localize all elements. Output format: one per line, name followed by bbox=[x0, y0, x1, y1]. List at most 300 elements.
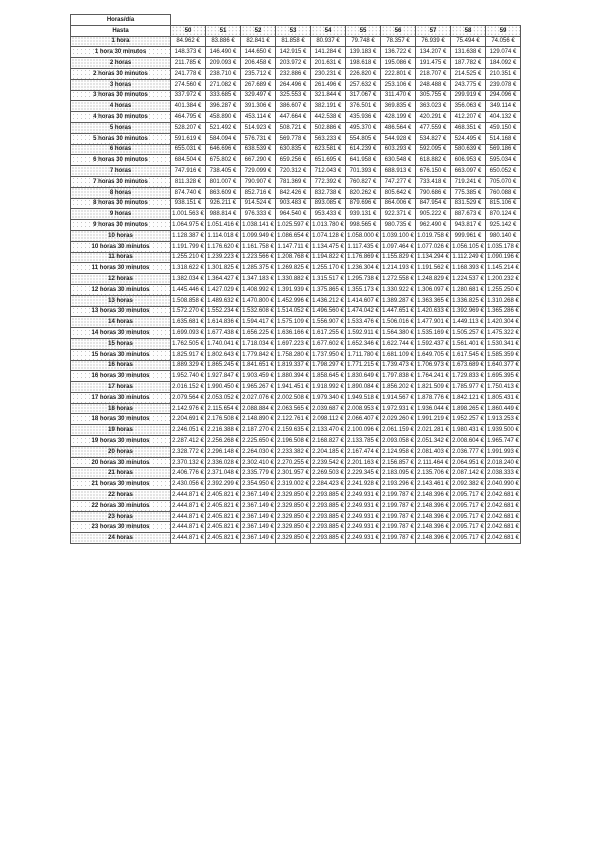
value-cell: 863.609 € bbox=[206, 187, 241, 198]
value-cell: 1.452.996 € bbox=[276, 295, 311, 306]
value-cell: 641.958 € bbox=[346, 155, 381, 166]
value-cell: 1.918.992 € bbox=[311, 382, 346, 393]
rates-table bbox=[70, 14, 521, 544]
value-cell: 584.094 € bbox=[206, 133, 241, 144]
table-row bbox=[71, 284, 521, 295]
value-cell: 1.038.141 € bbox=[241, 220, 276, 231]
row-label: 12 horas bbox=[71, 274, 171, 285]
value-cell: 712.043 € bbox=[311, 166, 346, 177]
value-cell: 420.291 € bbox=[416, 112, 451, 123]
table-row bbox=[71, 371, 521, 382]
table-row bbox=[71, 166, 521, 177]
value-cell: 2.079.564 € bbox=[171, 392, 206, 403]
value-cell: 1.980.431 € bbox=[451, 425, 486, 436]
value-cell: 2.061.159 € bbox=[381, 425, 416, 436]
value-cell: 805.642 € bbox=[381, 187, 416, 198]
value-cell: 2.081.403 € bbox=[416, 446, 451, 457]
value-cell: 2.092.382 € bbox=[451, 479, 486, 490]
value-cell: 84.962 € bbox=[171, 36, 206, 47]
value-cell: 2.027.076 € bbox=[241, 392, 276, 403]
value-cell: 1.927.847 € bbox=[206, 371, 241, 382]
value-cell: 2.405.821 € bbox=[206, 490, 241, 501]
value-cell: 1.330.922 € bbox=[381, 284, 416, 295]
value-cell: 502.886 € bbox=[311, 122, 346, 133]
value-cell: 1.200.232 € bbox=[486, 274, 521, 285]
value-cell: 2.111.464 € bbox=[416, 457, 451, 468]
value-cell: 1.330.882 € bbox=[276, 274, 311, 285]
value-cell: 447.664 € bbox=[276, 112, 311, 123]
table-row bbox=[71, 533, 521, 544]
value-cell: 2.036.777 € bbox=[451, 446, 486, 457]
value-cell: 1.269.825 € bbox=[276, 263, 311, 274]
value-cell: 209.093 € bbox=[206, 58, 241, 69]
value-cell: 2.269.503 € bbox=[311, 468, 346, 479]
value-cell: 684.504 € bbox=[171, 155, 206, 166]
value-cell: 1.025.597 € bbox=[276, 220, 311, 231]
value-cell: 815.106 € bbox=[486, 198, 521, 209]
value-cell: 1.214.193 € bbox=[381, 263, 416, 274]
value-cell: 2.293.885 € bbox=[311, 490, 346, 501]
value-cell: 1.255.210 € bbox=[171, 252, 206, 263]
value-cell: 81.858 € bbox=[276, 36, 311, 47]
value-cell: 2.406.776 € bbox=[171, 468, 206, 479]
value-cell: 1.445.446 € bbox=[171, 284, 206, 295]
value-cell: 2.405.821 € bbox=[206, 533, 241, 544]
value-cell: 369.835 € bbox=[381, 101, 416, 112]
value-cell: 1.914.567 € bbox=[381, 392, 416, 403]
value-cell: 606.953 € bbox=[451, 155, 486, 166]
value-cell: 2.095.717 € bbox=[451, 511, 486, 522]
value-cell: 2.367.149 € bbox=[241, 490, 276, 501]
value-cell: 1.336.825 € bbox=[451, 295, 486, 306]
value-cell: 1.447.651 € bbox=[381, 306, 416, 317]
table-body bbox=[71, 36, 521, 543]
row-label: 16 horas 30 minutos bbox=[71, 371, 171, 382]
table-row bbox=[71, 144, 521, 155]
value-cell: 2.430.056 € bbox=[171, 479, 206, 490]
value-cell: 2.329.850 € bbox=[276, 533, 311, 544]
value-cell: 305.755 € bbox=[416, 90, 451, 101]
value-cell: 801.007 € bbox=[206, 176, 241, 187]
value-cell: 2.156.857 € bbox=[381, 457, 416, 468]
value-cell: 534.827 € bbox=[416, 133, 451, 144]
value-cell: 595.034 € bbox=[486, 155, 521, 166]
value-cell: 311.470 € bbox=[381, 90, 416, 101]
table-row bbox=[71, 263, 521, 274]
value-cell: 1.825.917 € bbox=[171, 349, 206, 360]
value-cell: 2.329.850 € bbox=[276, 522, 311, 533]
value-cell: 1.147.711 € bbox=[276, 241, 311, 252]
value-cell: 1.865.245 € bbox=[206, 360, 241, 371]
value-cell: 2.042.681 € bbox=[486, 500, 521, 511]
value-cell: 1.436.212 € bbox=[311, 295, 346, 306]
value-cell: 719.241 € bbox=[451, 176, 486, 187]
value-cell: 1.711.780 € bbox=[346, 349, 381, 360]
value-cell: 603.293 € bbox=[381, 144, 416, 155]
value-cell: 458.890 € bbox=[206, 112, 241, 123]
value-cell: 591.619 € bbox=[171, 133, 206, 144]
value-cell: 201.631 € bbox=[311, 58, 346, 69]
value-cell: 83.886 € bbox=[206, 36, 241, 47]
row-label: 2 horas 30 minutos bbox=[71, 68, 171, 79]
value-cell: 2.329.850 € bbox=[276, 500, 311, 511]
value-cell: 2.199.787 € bbox=[381, 533, 416, 544]
value-cell: 1.635.681 € bbox=[171, 317, 206, 328]
value-cell: 790.907 € bbox=[241, 176, 276, 187]
value-cell: 1.427.029 € bbox=[206, 284, 241, 295]
value-cell: 232.886 € bbox=[276, 68, 311, 79]
row-label: 11 horas bbox=[71, 252, 171, 263]
value-cell: 230.231 € bbox=[311, 68, 346, 79]
value-cell: 2.199.787 € bbox=[381, 500, 416, 511]
value-cell: 453.114 € bbox=[241, 112, 276, 123]
value-cell: 2.367.149 € bbox=[241, 511, 276, 522]
value-cell: 2.016.152 € bbox=[171, 382, 206, 393]
value-cell: 2.051.342 € bbox=[416, 436, 451, 447]
value-cell: 1.295.738 € bbox=[346, 274, 381, 285]
value-cell: 203.972 € bbox=[276, 58, 311, 69]
row-label: 23 horas bbox=[71, 511, 171, 522]
value-cell: 999.961 € bbox=[451, 230, 486, 241]
column-header-50: 50 bbox=[171, 25, 206, 36]
row-label: 1 hora 30 minutos bbox=[71, 47, 171, 58]
value-cell: 1.532.608 € bbox=[241, 306, 276, 317]
value-cell: 760.088 € bbox=[486, 187, 521, 198]
value-cell: 2.405.821 € bbox=[206, 500, 241, 511]
value-cell: 2.093.058 € bbox=[381, 436, 416, 447]
value-cell: 2.199.787 € bbox=[381, 522, 416, 533]
value-cell: 2.405.821 € bbox=[206, 511, 241, 522]
value-cell: 294.096 € bbox=[486, 90, 521, 101]
value-cell: 1.530.341 € bbox=[486, 338, 521, 349]
value-cell: 459.150 € bbox=[486, 122, 521, 133]
row-label: 22 horas 30 minutos bbox=[71, 500, 171, 511]
value-cell: 569.186 € bbox=[486, 144, 521, 155]
value-cell: 747.277 € bbox=[381, 176, 416, 187]
value-cell: 146.490 € bbox=[206, 47, 241, 58]
value-cell: 412.207 € bbox=[451, 112, 486, 123]
value-cell: 667.290 € bbox=[241, 155, 276, 166]
value-cell: 1.191.799 € bbox=[171, 241, 206, 252]
value-cell: 998.565 € bbox=[346, 220, 381, 231]
value-cell: 1.889.329 € bbox=[171, 360, 206, 371]
value-cell: 139.183 € bbox=[346, 47, 381, 58]
value-cell: 241.778 € bbox=[171, 68, 206, 79]
table-row bbox=[71, 241, 521, 252]
value-cell: 2.284.423 € bbox=[311, 479, 346, 490]
table-row bbox=[71, 382, 521, 393]
header-spacer bbox=[171, 15, 521, 26]
value-cell: 1.673.689 € bbox=[451, 360, 486, 371]
value-cell: 521.492 € bbox=[206, 122, 241, 133]
value-cell: 659.256 € bbox=[276, 155, 311, 166]
row-label: 21 horas 30 minutos bbox=[71, 479, 171, 490]
value-cell: 1.617.545 € bbox=[451, 349, 486, 360]
row-label: 15 horas bbox=[71, 338, 171, 349]
value-cell: 1.191.562 € bbox=[416, 263, 451, 274]
value-cell: 1.936.044 € bbox=[416, 403, 451, 414]
value-cell: 1.306.097 € bbox=[416, 284, 451, 295]
value-cell: 337.972 € bbox=[171, 90, 206, 101]
value-cell: 1.176.869 € bbox=[346, 252, 381, 263]
row-label: 4 horas 30 minutos bbox=[71, 112, 171, 123]
value-cell: 1.878.776 € bbox=[416, 392, 451, 403]
value-cell: 980.140 € bbox=[486, 230, 521, 241]
value-cell: 614.239 € bbox=[346, 144, 381, 155]
value-cell: 2.302.410 € bbox=[241, 457, 276, 468]
value-cell: 211.785 € bbox=[171, 58, 206, 69]
value-cell: 2.335.779 € bbox=[241, 468, 276, 479]
table-row bbox=[71, 101, 521, 112]
value-cell: 2.249.931 € bbox=[346, 522, 381, 533]
value-cell: 1.856.202 € bbox=[381, 382, 416, 393]
value-cell: 2.095.717 € bbox=[451, 522, 486, 533]
table-row bbox=[71, 112, 521, 123]
table-row bbox=[71, 306, 521, 317]
value-cell: 2.088.884 € bbox=[241, 403, 276, 414]
value-cell: 401.384 € bbox=[171, 101, 206, 112]
value-cell: 486.564 € bbox=[381, 122, 416, 133]
value-cell: 1.117.435 € bbox=[346, 241, 381, 252]
value-cell: 847.954 € bbox=[416, 198, 451, 209]
value-cell: 569.778 € bbox=[276, 133, 311, 144]
value-cell: 187.782 € bbox=[451, 58, 486, 69]
value-cell: 943.817 € bbox=[451, 220, 486, 231]
value-cell: 1.779.842 € bbox=[241, 349, 276, 360]
value-cell: 82.841 € bbox=[241, 36, 276, 47]
value-cell: 1.255.170 € bbox=[311, 263, 346, 274]
value-cell: 1.508.858 € bbox=[171, 295, 206, 306]
value-cell: 2.444.871 € bbox=[171, 511, 206, 522]
value-cell: 2.239.542 € bbox=[311, 457, 346, 468]
row-label: 13 horas 30 minutos bbox=[71, 306, 171, 317]
value-cell: 2.204.185 € bbox=[311, 446, 346, 457]
value-cell: 832.738 € bbox=[311, 187, 346, 198]
value-cell: 1.797.838 € bbox=[381, 371, 416, 382]
value-cell: 887.673 € bbox=[451, 209, 486, 220]
value-cell: 964.540 € bbox=[276, 209, 311, 220]
value-cell: 2.095.717 € bbox=[451, 490, 486, 501]
row-label: 6 horas bbox=[71, 144, 171, 155]
value-cell: 1.739.473 € bbox=[381, 360, 416, 371]
value-cell: 2.095.717 € bbox=[451, 533, 486, 544]
value-cell: 253.106 € bbox=[381, 79, 416, 90]
value-cell: 1.842.121 € bbox=[451, 392, 486, 403]
value-cell: 2.008.604 € bbox=[451, 436, 486, 447]
value-cell: 1.112.249 € bbox=[451, 252, 486, 263]
value-cell: 831.529 € bbox=[451, 198, 486, 209]
value-cell: 2.142.976 € bbox=[171, 403, 206, 414]
row-label: 6 horas 30 minutos bbox=[71, 155, 171, 166]
value-cell: 2.133.785 € bbox=[346, 436, 381, 447]
row-label: 12 horas 30 minutos bbox=[71, 284, 171, 295]
value-cell: 1.677.438 € bbox=[206, 328, 241, 339]
row-label: 8 horas 30 minutos bbox=[71, 198, 171, 209]
value-cell: 675.802 € bbox=[206, 155, 241, 166]
value-cell: 2.042.681 € bbox=[486, 522, 521, 533]
value-cell: 435.936 € bbox=[346, 112, 381, 123]
value-cell: 2.405.821 € bbox=[206, 522, 241, 533]
value-cell: 842.426 € bbox=[276, 187, 311, 198]
value-cell: 1.255.250 € bbox=[486, 284, 521, 295]
table-row bbox=[71, 479, 521, 490]
value-cell: 2.143.461 € bbox=[416, 479, 451, 490]
value-cell: 772.392 € bbox=[311, 176, 346, 187]
row-label: 2 horas bbox=[71, 58, 171, 69]
value-cell: 1.347.183 € bbox=[241, 274, 276, 285]
table-row bbox=[71, 133, 521, 144]
value-cell: 238.710 € bbox=[206, 68, 241, 79]
value-cell: 1.013.780 € bbox=[311, 220, 346, 231]
value-cell: 2.370.132 € bbox=[171, 457, 206, 468]
value-cell: 1.965.267 € bbox=[241, 382, 276, 393]
row-label: 10 horas 30 minutos bbox=[71, 241, 171, 252]
value-cell: 2.135.706 € bbox=[416, 468, 451, 479]
value-cell: 1.706.973 € bbox=[416, 360, 451, 371]
value-cell: 1.697.223 € bbox=[276, 338, 311, 349]
value-cell: 2.293.885 € bbox=[311, 533, 346, 544]
value-cell: 2.329.850 € bbox=[276, 511, 311, 522]
value-cell: 2.199.787 € bbox=[381, 490, 416, 501]
value-cell: 1.496.560 € bbox=[311, 306, 346, 317]
value-cell: 1.420.304 € bbox=[486, 317, 521, 328]
value-cell: 1.272.558 € bbox=[381, 274, 416, 285]
value-cell: 1.802.643 € bbox=[206, 349, 241, 360]
value-cell: 1.239.223 € bbox=[206, 252, 241, 263]
value-cell: 2.225.650 € bbox=[241, 436, 276, 447]
row-label: 18 horas bbox=[71, 403, 171, 414]
value-cell: 1.489.632 € bbox=[206, 295, 241, 306]
value-cell: 811.328 € bbox=[171, 176, 206, 187]
value-cell: 376.501 € bbox=[346, 101, 381, 112]
value-cell: 2.187.270 € bbox=[241, 425, 276, 436]
corner-title-cell: Horas/día bbox=[71, 15, 171, 26]
row-label: 14 horas bbox=[71, 317, 171, 328]
value-cell: 1.585.359 € bbox=[486, 349, 521, 360]
value-cell: 1.614.836 € bbox=[206, 317, 241, 328]
value-cell: 1.248.829 € bbox=[416, 274, 451, 285]
table-row bbox=[71, 122, 521, 133]
value-cell: 638.539 € bbox=[241, 144, 276, 155]
value-cell: 129.074 € bbox=[486, 47, 521, 58]
value-cell: 1.077.026 € bbox=[416, 241, 451, 252]
value-cell: 148.373 € bbox=[171, 47, 206, 58]
row-label: 24 horas bbox=[71, 533, 171, 544]
table-row bbox=[71, 36, 521, 47]
value-cell: 2.148.890 € bbox=[241, 414, 276, 425]
table-row bbox=[71, 176, 521, 187]
value-cell: 2.148.396 € bbox=[416, 533, 451, 544]
value-cell: 1.090.196 € bbox=[486, 252, 521, 263]
value-cell: 2.148.396 € bbox=[416, 511, 451, 522]
column-header-54: 54 bbox=[311, 25, 346, 36]
value-cell: 2.233.382 € bbox=[276, 446, 311, 457]
column-header-57: 57 bbox=[416, 25, 451, 36]
value-cell: 962.490 € bbox=[416, 220, 451, 231]
value-cell: 852.716 € bbox=[241, 187, 276, 198]
value-cell: 1.622.744 € bbox=[381, 338, 416, 349]
table-row bbox=[71, 220, 521, 231]
value-cell: 257.632 € bbox=[346, 79, 381, 90]
value-cell: 1.594.417 € bbox=[241, 317, 276, 328]
value-cell: 2.087.142 € bbox=[451, 468, 486, 479]
row-label: 7 horas 30 minutos bbox=[71, 176, 171, 187]
value-cell: 1.155.829 € bbox=[381, 252, 416, 263]
value-cell: 75.494 € bbox=[451, 36, 486, 47]
value-cell: 1.903.459 € bbox=[241, 371, 276, 382]
table-row bbox=[71, 47, 521, 58]
table-row bbox=[71, 446, 521, 457]
row-label: 9 horas bbox=[71, 209, 171, 220]
value-cell: 1.677.602 € bbox=[311, 338, 346, 349]
value-cell: 333.685 € bbox=[206, 90, 241, 101]
value-cell: 870.124 € bbox=[486, 209, 521, 220]
value-cell: 1.764.241 € bbox=[416, 371, 451, 382]
table-row bbox=[71, 511, 521, 522]
value-cell: 428.199 € bbox=[381, 112, 416, 123]
value-cell: 914.524 € bbox=[241, 198, 276, 209]
value-cell: 1.051.416 € bbox=[206, 220, 241, 231]
column-header-56: 56 bbox=[381, 25, 416, 36]
value-cell: 404.132 € bbox=[486, 112, 521, 123]
value-cell: 1.785.977 € bbox=[451, 382, 486, 393]
value-cell: 988.814 € bbox=[206, 209, 241, 220]
value-cell: 2.064.951 € bbox=[451, 457, 486, 468]
column-header-55: 55 bbox=[346, 25, 381, 36]
value-cell: 1.001.563 € bbox=[171, 209, 206, 220]
table-row bbox=[71, 187, 521, 198]
value-cell: 267.689 € bbox=[241, 79, 276, 90]
table-row bbox=[71, 274, 521, 285]
table-row bbox=[71, 155, 521, 166]
value-cell: 1.134.294 € bbox=[416, 252, 451, 263]
value-cell: 2.029.260 € bbox=[381, 414, 416, 425]
table-row bbox=[71, 198, 521, 209]
value-cell: 2.122.761 € bbox=[276, 414, 311, 425]
value-cell: 222.801 € bbox=[381, 68, 416, 79]
value-cell: 2.002.508 € bbox=[276, 392, 311, 403]
value-cell: 386.607 € bbox=[276, 101, 311, 112]
value-cell: 1.161.758 € bbox=[241, 241, 276, 252]
value-cell: 2.249.931 € bbox=[346, 500, 381, 511]
value-cell: 131.638 € bbox=[451, 47, 486, 58]
value-cell: 184.092 € bbox=[486, 58, 521, 69]
value-cell: 2.270.255 € bbox=[276, 457, 311, 468]
value-cell: 1.086.654 € bbox=[276, 230, 311, 241]
value-cell: 1.145.214 € bbox=[486, 263, 521, 274]
row-label: 5 horas 30 minutos bbox=[71, 133, 171, 144]
row-label: 10 horas bbox=[71, 230, 171, 241]
value-cell: 264.496 € bbox=[276, 79, 311, 90]
value-cell: 1.949.518 € bbox=[346, 392, 381, 403]
table-row bbox=[71, 436, 521, 447]
value-cell: 1.830.649 € bbox=[346, 371, 381, 382]
value-cell: 134.207 € bbox=[416, 47, 451, 58]
value-cell: 820.262 € bbox=[346, 187, 381, 198]
row-label: 17 horas 30 minutos bbox=[71, 392, 171, 403]
value-cell: 1.365.286 € bbox=[486, 306, 521, 317]
value-cell: 1.039.100 € bbox=[381, 230, 416, 241]
value-cell: 1.821.509 € bbox=[416, 382, 451, 393]
value-cell: 1.695.395 € bbox=[486, 371, 521, 382]
column-header-52: 52 bbox=[241, 25, 276, 36]
value-cell: 2.328.772 € bbox=[171, 446, 206, 457]
value-cell: 464.795 € bbox=[171, 112, 206, 123]
value-cell: 790.686 € bbox=[416, 187, 451, 198]
value-cell: 2.296.148 € bbox=[206, 446, 241, 457]
value-cell: 1.556.907 € bbox=[311, 317, 346, 328]
column-header-58: 58 bbox=[451, 25, 486, 36]
